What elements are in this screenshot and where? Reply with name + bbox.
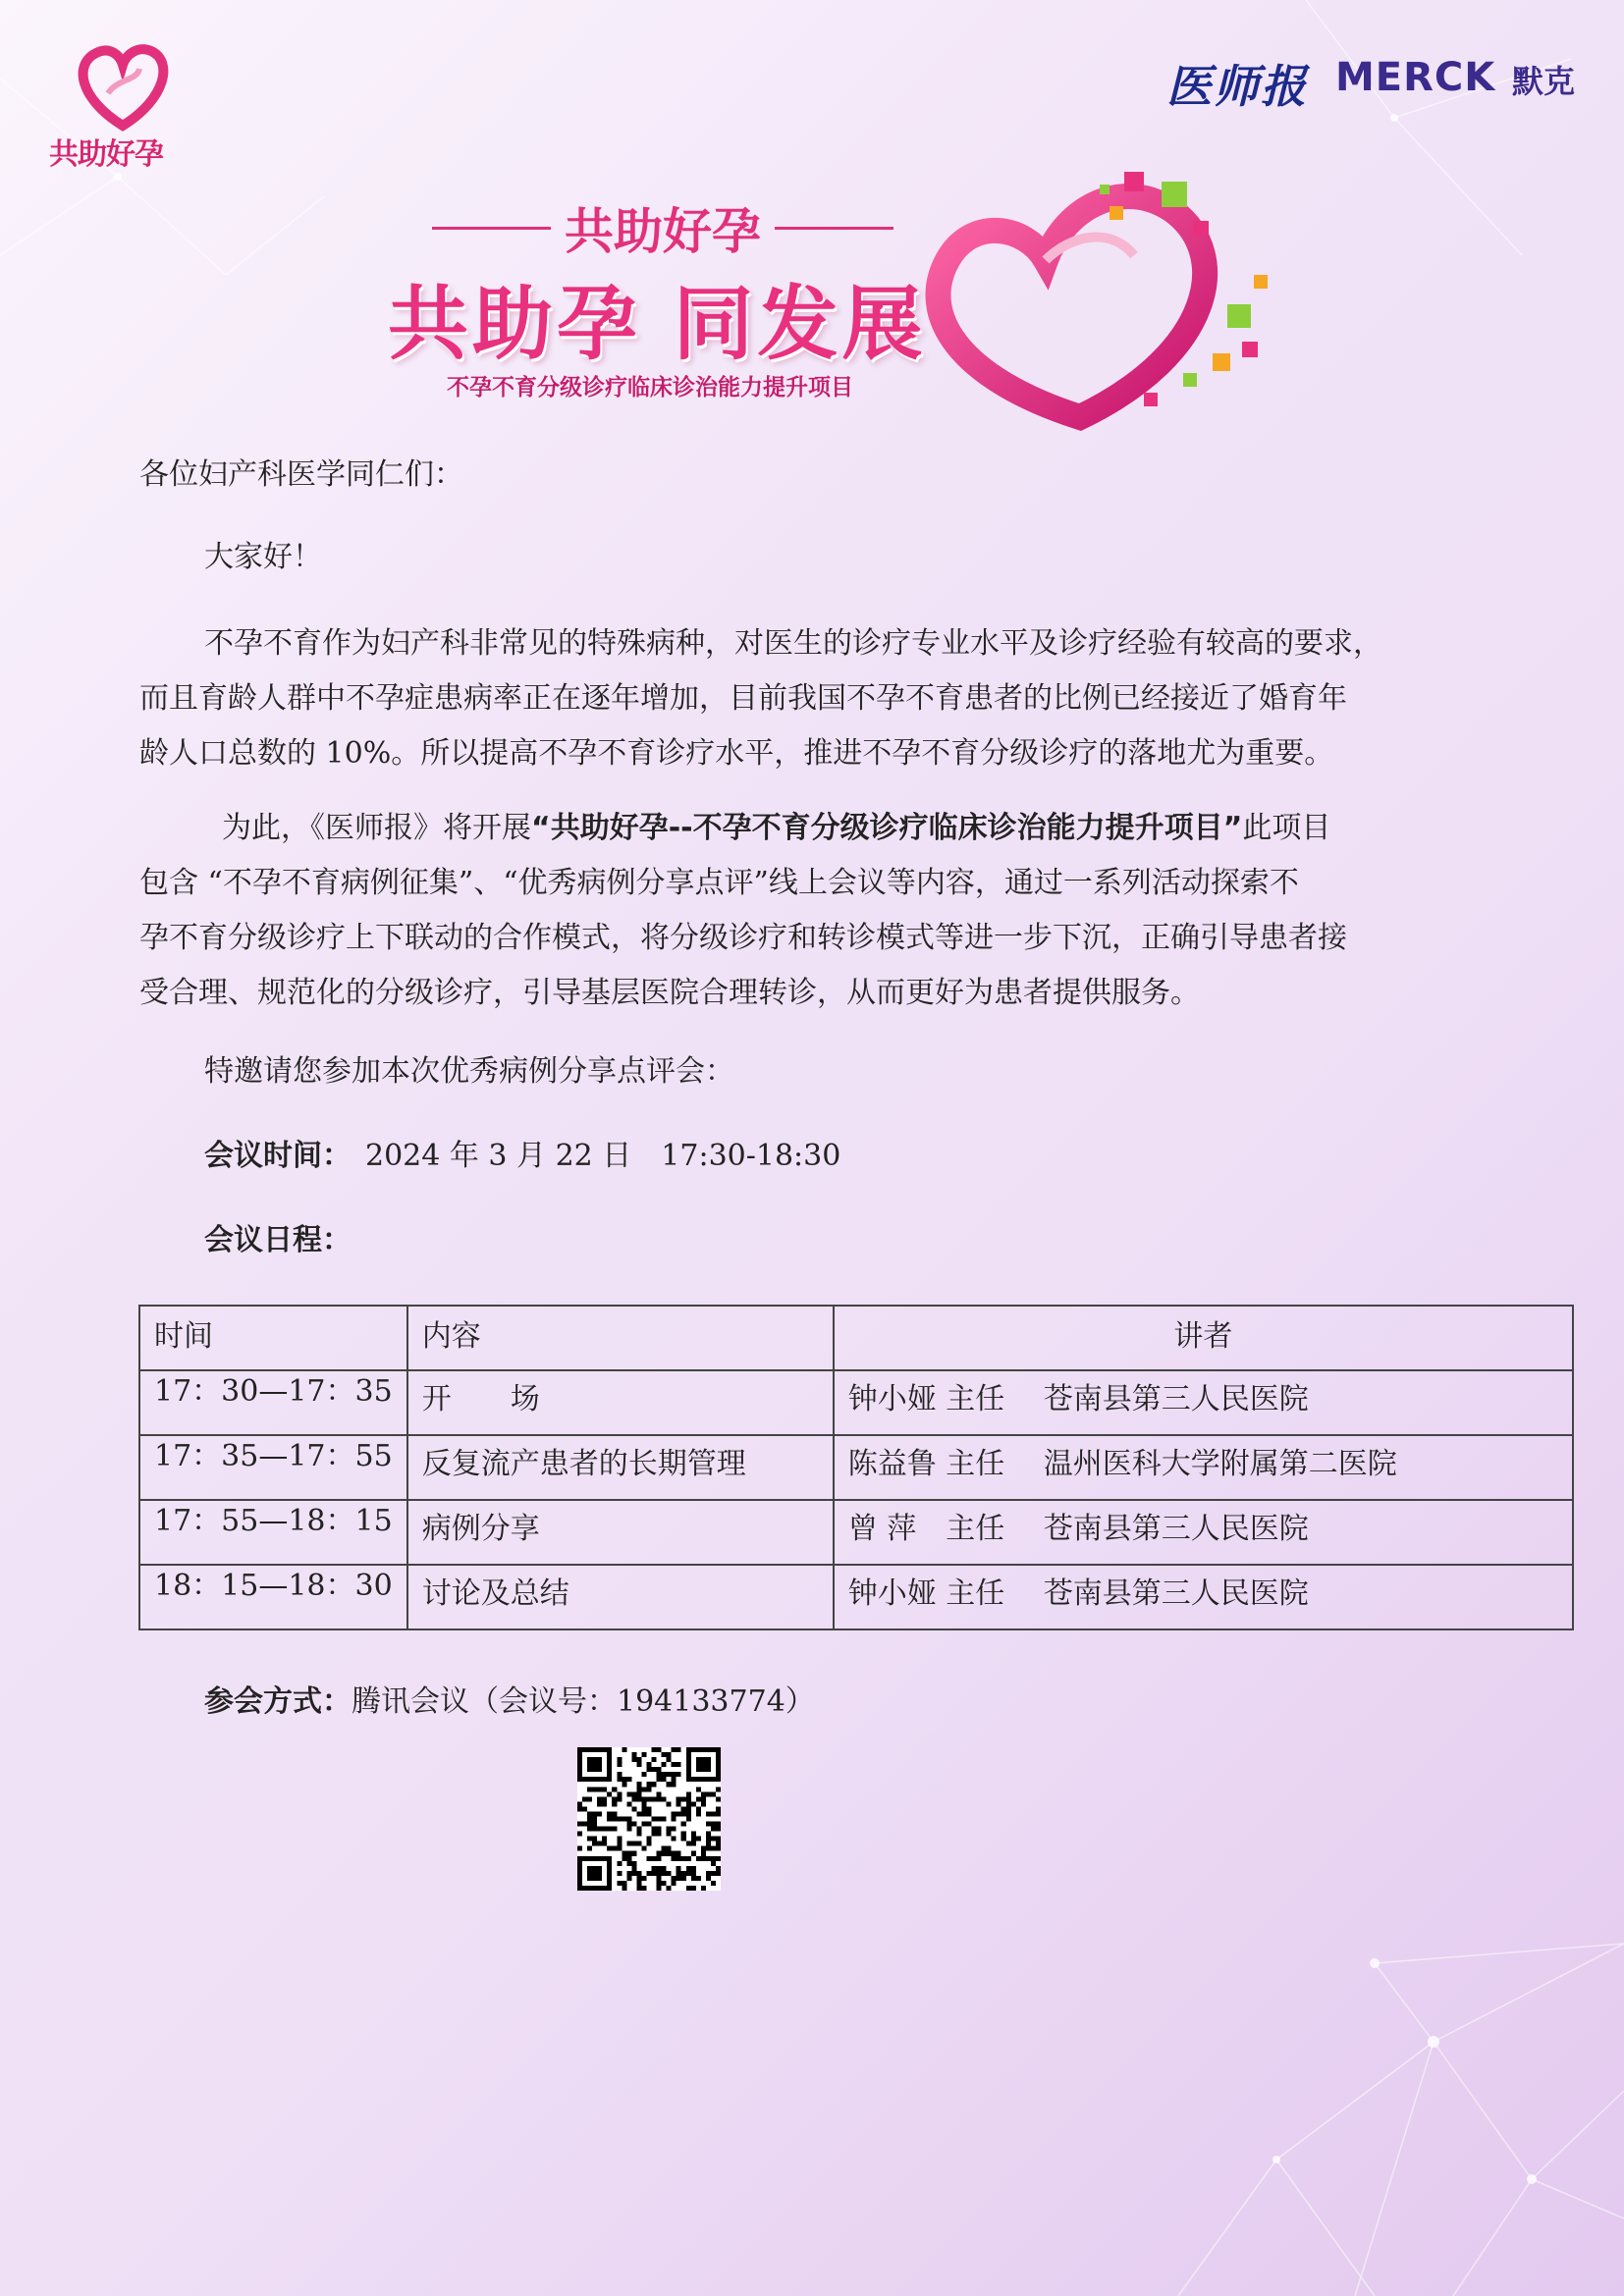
- para1-line: 而且育龄人群中不孕症患病率正在逐年增加，目前我国不孕不育患者的比例已经接近了婚育年: [139, 681, 1347, 716]
- join-label: 参会方式：: [204, 1684, 352, 1719]
- header-content: 内容: [407, 1306, 834, 1370]
- gongzhuhaoyun-logo: [39, 39, 187, 182]
- row-speaker: 钟小娅 主任 苍南县第三人民医院: [834, 1370, 1573, 1435]
- project-name: “共助好孕--不孕不育分级诊疗临床诊治能力提升项目”: [531, 811, 1243, 845]
- meeting-time: [204, 1129, 840, 1184]
- paragraph-1: [139, 616, 1487, 781]
- para1-line: 龄人口总数的 10%。所以提高不孕不育诊疗水平，推进不孕不育分级诊疗的落地尤为重要。: [139, 736, 1334, 771]
- row-content: 病例分享: [407, 1500, 834, 1565]
- table-row: [139, 1370, 1573, 1435]
- header-speaker: 讲者: [834, 1306, 1573, 1370]
- meeting-time-label: 会议时间：: [204, 1139, 352, 1173]
- greeting: 各位妇产科医学同仁们：: [139, 457, 463, 492]
- heart-logo-icon: [69, 39, 177, 137]
- row-content: 反复流产患者的长期管理: [407, 1435, 834, 1500]
- banner-main-title: 共助孕 同发展: [388, 278, 927, 371]
- row-speaker: 陈益鲁 主任 温州医科大学附属第二医院: [834, 1435, 1573, 1500]
- banner-top-title: 共助好孕: [565, 203, 761, 260]
- invite-line: 特邀请您参加本次优秀病例分享点评会：: [204, 1054, 734, 1089]
- row-time: 17：30—17：35: [139, 1370, 407, 1435]
- row-content: 开 场: [407, 1370, 834, 1435]
- table-row: [139, 1565, 1573, 1629]
- row-time: 17：55—18：15: [139, 1500, 407, 1565]
- para1-line: 不孕不育作为妇产科非常见的特殊病种，对医生的诊疗专业水平及诊疗经验有较高的要求，: [204, 626, 1382, 661]
- row-speaker: 曾 萍 主任 苍南县第三人民医院: [834, 1500, 1573, 1565]
- yishibao-logo: 医师报: [1166, 60, 1308, 113]
- row-time: 18：15—18：30: [139, 1565, 407, 1629]
- join-value: 腾讯会议（会议号：194133774）: [352, 1684, 815, 1719]
- banner-divider-left: [432, 227, 551, 230]
- merck-logo: MERCK: [1335, 55, 1496, 100]
- table-header-row: [139, 1306, 1573, 1370]
- heart-pregnancy-art-icon: [898, 167, 1272, 432]
- row-speaker: 钟小娅 主任 苍南县第三人民医院: [834, 1565, 1573, 1629]
- table-row: [139, 1435, 1573, 1500]
- header-time: 时间: [139, 1306, 407, 1370]
- row-time: 17：35—17：55: [139, 1435, 407, 1500]
- banner-top-row: [432, 192, 893, 263]
- para2-suffix: 此项目: [1242, 811, 1331, 845]
- schedule-table: [138, 1305, 1574, 1630]
- table-row: [139, 1500, 1573, 1565]
- para2-line: 包含 “不孕不育病例征集”、“优秀病例分享点评”线上会议等内容，通过一系列活动探索不: [139, 866, 1299, 900]
- merck-cn-logo: 默克: [1512, 63, 1576, 100]
- row-content: 讨论及总结: [407, 1565, 834, 1629]
- banner-divider-right: [775, 227, 893, 230]
- qr-code-icon[interactable]: [577, 1747, 721, 1891]
- para2-prefix: 为此，《医师报》将开展: [222, 811, 531, 845]
- campaign-banner: [388, 167, 1272, 432]
- para2-first-line: [139, 801, 1487, 856]
- banner-subtitle: 不孕不育分级诊疗临床诊治能力提升项目: [447, 375, 853, 400]
- para2-line: 受合理、规范化的分级诊疗，引导基层医院合理转诊，从而更好为患者提供服务。: [139, 976, 1200, 1010]
- para2-line: 孕不育分级诊疗上下联动的合作模式，将分级诊疗和转诊模式等进一步下沉，正确引导患者接: [139, 921, 1347, 955]
- logo-left-text: 共助好孕: [49, 137, 163, 172]
- schedule-label: 会议日程：: [204, 1223, 352, 1257]
- meeting-time-value: 2024 年 3 月 22 日 17:30-18:30: [365, 1139, 841, 1173]
- join-method: [204, 1675, 815, 1730]
- hello-line: 大家好！: [204, 540, 322, 574]
- paragraph-2: [139, 801, 1487, 1021]
